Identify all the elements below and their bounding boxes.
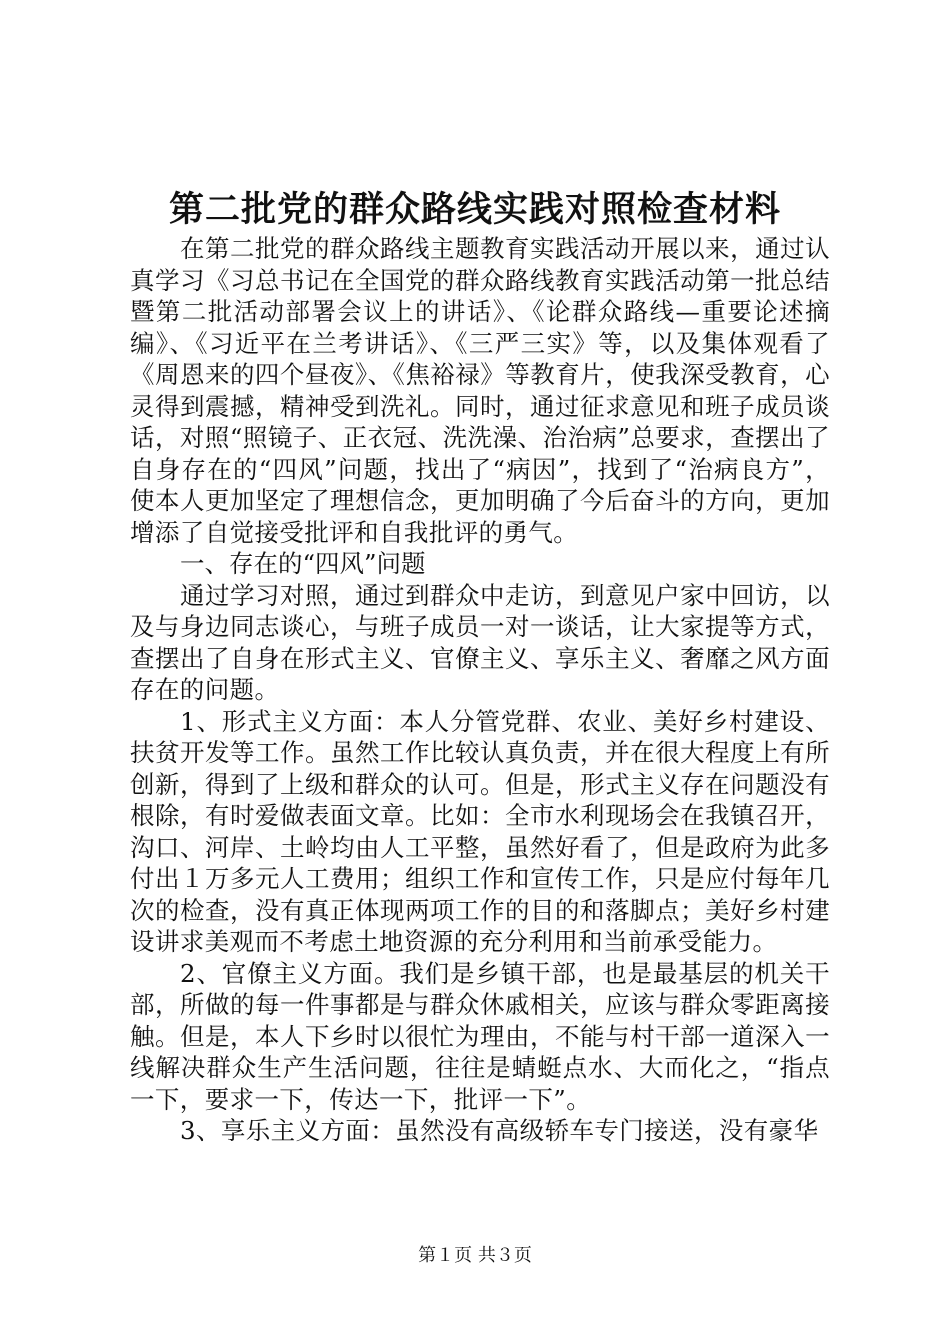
document-title: 第二批党的群众路线实践对照检查材料 [168,189,781,230]
section-intro-paragraph: 通过学习对照，通过到群众中走访，到意见户家中回访，以及与身边同志谈心，与班子成员一对一谈话，让大家提等方式，查摆出了自身在形式主义、官僚主义、享乐主义、奢靡之风方面存在的问题。 [130,580,830,704]
bureaucratism-paragraph: 2、官僚主义方面。我们是乡镇干部，也是最基层的机关干部，所做的每一件事都是与群众休戚相关，应该与群众零距离接触。但是，本人下乡时以很忙为理由，不能与村干部一道深入一线解决群众生产生活问题，往往是蜻蜓点水、大而化之，“指点一下，要求一下，传达一下，批评一下”。 [130,958,830,1114]
formalism-paragraph: 1、形式主义方面：本人分管党群、农业、美好乡村建设、扶贫开发等工作。虽然工作比较认真负责，并在很大程度上有所创新，得到了上级和群众的认可。但是，形式主义存在问题没有根除，有时爱做表面文章。比如：全市水利现场会在我镇召开，沟口、河岸、土岭均由人工平整，虽然好看了，但是政府为此多付出１万多元人工费用；组织工作和宣传工作，只是应付每年几次的检查，没有真正体现两项工作的目的和落脚点；美好乡村建设讲求美观而不考虑土地资源的充分利用和当前承受能力。 [130,706,830,956]
intro-paragraph: 在第二批党的群众路线主题教育实践活动开展以来，通过认真学习《习总书记在全国党的群众路线教育实践活动第一批总结暨第二批活动部署会议上的讲话》、《论群众路线—重要论述摘编》、《习近平在兰考讲话》、《三严三实》等，以及集体观看了《周恩来的四个昼夜》、《焦裕禄》等教育片，使我深受教育，心灵得到震撼，精神受到洗礼。同时，通过征求意见和班子成员谈话，对照“照镜子、正衣冠、洗洗澡、治治病”总要求，查摆出了自身存在的“四风”问题，找出了“病因”，找到了“治病良方”，使本人更加坚定了理想信念，更加明确了今后奋斗的方向，更加增添了自觉接受批评和自我批评的勇气。 [130,234,830,547]
hedonism-paragraph: 3、享乐主义方面：虽然没有高级轿车专门接送，没有豪华 [180,1116,819,1145]
page-number: 第１页 共３页 [418,1245,532,1266]
document-body [130,233,830,1147]
section-heading: 一、存在的“四风”问题 [180,549,426,578]
